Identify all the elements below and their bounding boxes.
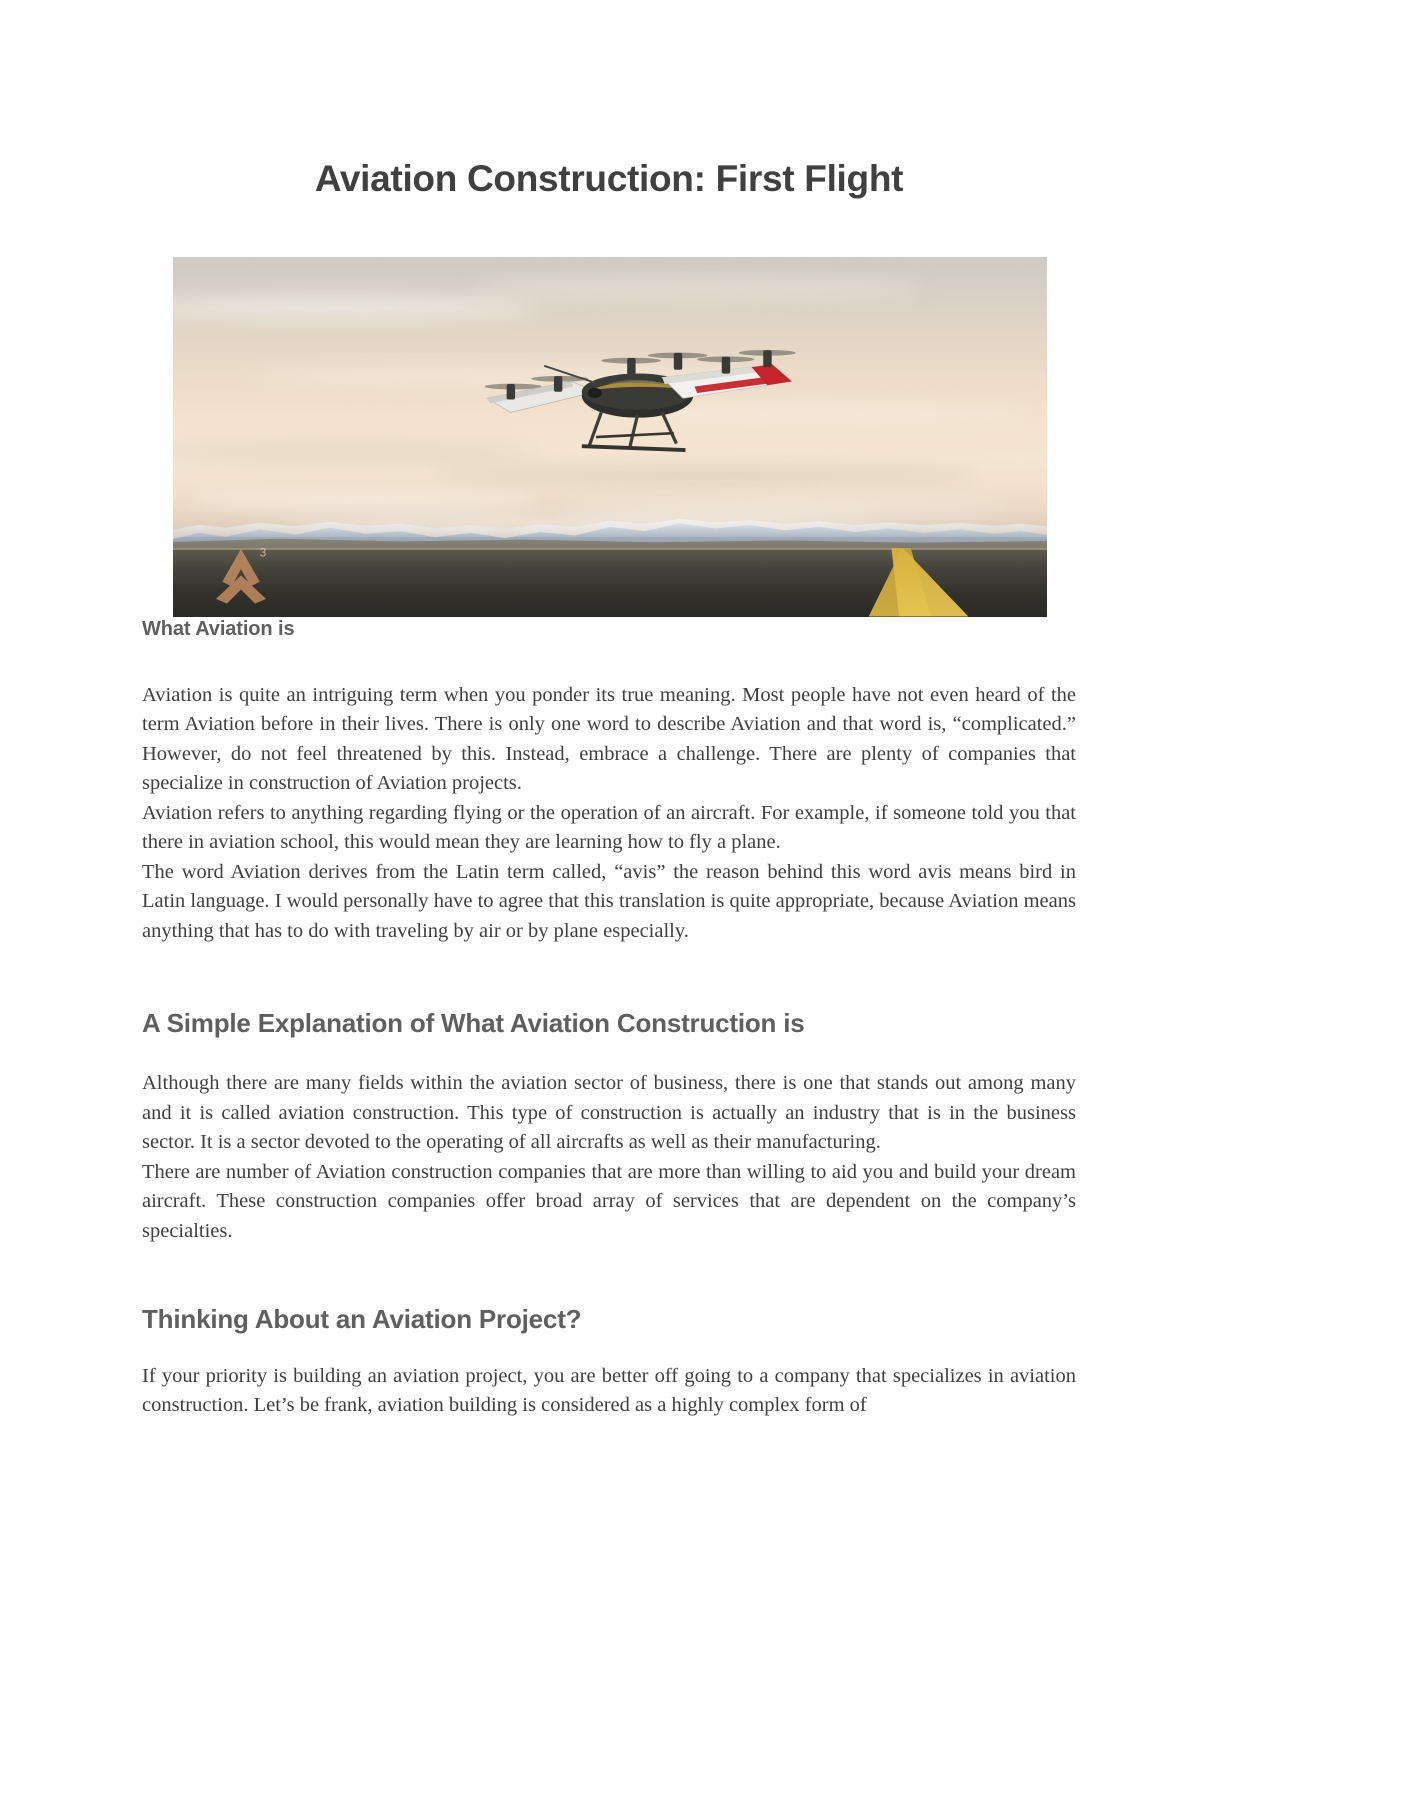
paragraph: The word Aviation derives from the Latin term called, “avis” the reason behind this word avis means bird in Latin language. I would personally have to agree that this translation is quite appropriate, because Aviation means anything that has to do with traveling by air or by plane especially. xyxy=(142,860,1076,942)
section-heading-simple-explanation: A Simple Explanation of What Aviation Construction is xyxy=(142,1008,805,1039)
a3-logo-icon xyxy=(201,541,281,613)
document-content xyxy=(142,0,1076,1421)
cloud-band xyxy=(173,296,540,321)
section-heading-what-aviation-is: What Aviation is xyxy=(142,617,295,640)
evtol-aircraft-icon xyxy=(409,336,863,466)
paragraph: Aviation is quite an intriguing term when you ponder its true meaning. Most people have not even heard of the term Aviation before in their lives. There is only one word to describe Aviation and that word is, “complicated.” However, do not feel threatened by this. Instead, embrace a challenge. There are plenty of companies that specialize in construction of Aviation projects. xyxy=(142,683,1076,795)
cloud-band xyxy=(558,501,1012,515)
cloud-band xyxy=(190,494,540,508)
paragraph: There are number of Aviation construction companies that are more than willing to aid you and build your dream aircraft. These construction companies offer broad array of services that are dependent on the company’s specialties. xyxy=(142,1160,1076,1242)
section-heading-thinking-about-project: Thinking About an Aviation Project? xyxy=(142,1304,582,1335)
hero-figure xyxy=(173,257,1047,617)
cloud-band xyxy=(435,465,977,483)
paragraph: Aviation refers to anything regarding flying or the operation of an aircraft. For example, if someone told you that there in aviation school, this would mean they are learning how to fly a plane. xyxy=(142,801,1076,854)
svg-text:3: 3 xyxy=(259,546,267,560)
paragraph: Although there are many fields within the aviation sector of business, there is one that stands out among many and it is called aviation construction. This type of construction is actually an industry that is in the business sector. It is a sector devoted to the operating of all aircrafts as well as their manufacturing. xyxy=(142,1072,1076,1154)
page-title: Aviation Construction: First Flight xyxy=(314,158,904,199)
paragraph: If your priority is building an aviation project, you are better off going to a company that specializes in aviation construction. Let’s be frank, aviation building is considered as a highly complex form of xyxy=(142,1364,1076,1417)
cloud-band xyxy=(470,278,924,300)
hero-photograph xyxy=(173,257,1047,617)
